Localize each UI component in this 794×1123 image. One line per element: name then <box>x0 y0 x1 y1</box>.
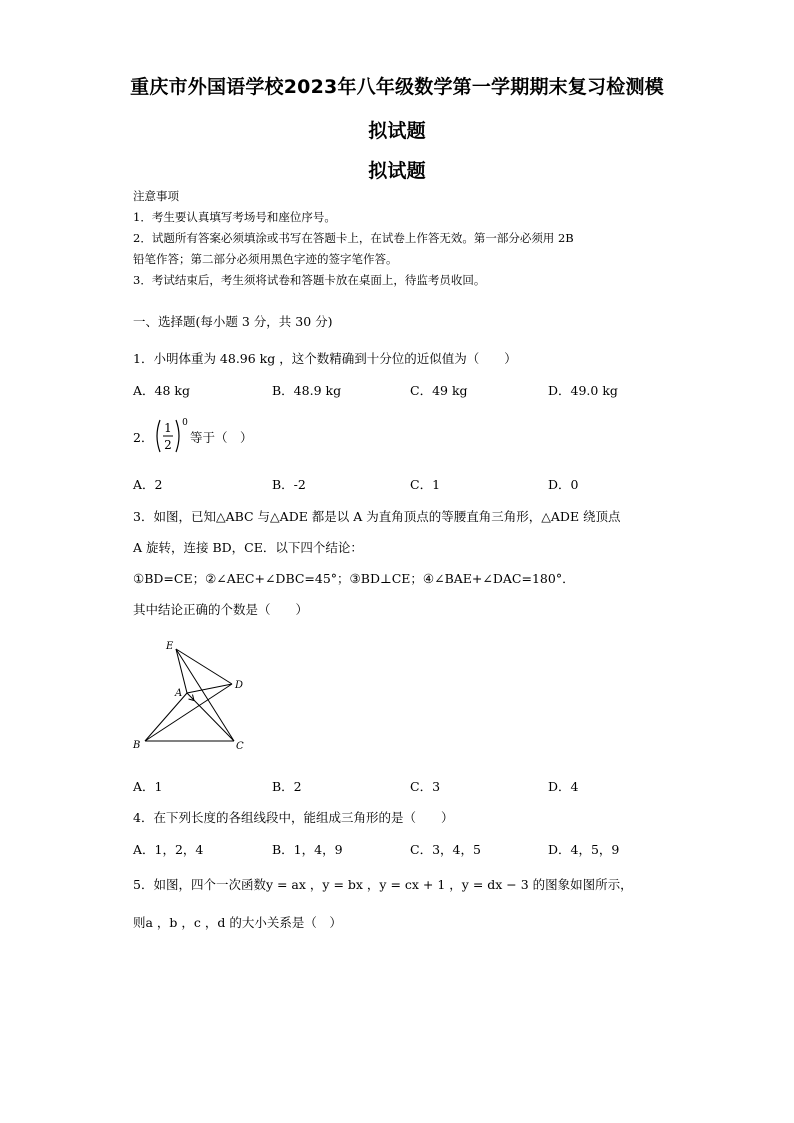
question-5-line1: 5．如图，四个一次函数y = ax ，y = bx ，y = cx + 1 ，y = dx − 3 的图象如图所示， <box>133 877 633 892</box>
question-5-line2: 则a ，b ，c ，d 的大小关系是（ ） <box>133 915 342 930</box>
q4-option-b: B．1，4，9 <box>272 842 343 857</box>
question-1-stem: 1．小明体重为 48.96 kg ，这个数精确到十分位的近似值为（ ） <box>133 351 517 366</box>
q2-option-b: B．-2 <box>272 477 306 492</box>
fraction-power-expression <box>152 416 192 456</box>
question-4-stem: 4．在下列长度的各组线段中，能组成三角形的是（ ） <box>133 810 454 825</box>
q3-option-a: A．1 <box>133 779 163 794</box>
label-b: B <box>133 740 141 751</box>
q3-option-d: D．4 <box>548 779 579 794</box>
q1-option-d: D．49.0 kg <box>548 383 618 398</box>
segment-ed <box>176 649 232 684</box>
question-2-suffix: 等于（ ） <box>190 430 253 445</box>
q4-option-a: A．1，2，4 <box>133 842 204 857</box>
page-subtitle: 拟试题 <box>368 160 426 182</box>
q2-option-c: C．1 <box>410 477 441 492</box>
notes-item: 3．考试结束后，考生须将试卷和答题卡放在桌面上，待监考员收回。 <box>133 273 486 287</box>
question-3-line1: 3．如图，已知△ABC 与△ADE 都是以 A 为直角顶点的等腰直角三角形，△ADE 绕顶点 <box>133 509 621 524</box>
q2-option-d: D．0 <box>548 477 579 492</box>
section-heading: 一、选择题(每小题 3 分，共 30 分) <box>133 314 333 329</box>
label-e: E <box>166 641 174 652</box>
question-3-conclusions: ①BD=CE；②∠AEC+∠DBC=45°；③BD⊥CE；④∠BAE+∠DAC=180°． <box>133 571 575 586</box>
label-a: A <box>175 688 183 699</box>
q1-option-b: B．48.9 kg <box>272 383 342 398</box>
q4-option-d: D．4，5，9 <box>548 842 620 857</box>
q1-option-c: C．49 kg <box>410 383 468 398</box>
q3-option-b: B．2 <box>272 779 302 794</box>
segment-ab <box>145 693 187 741</box>
fraction-numerator: 1 <box>164 421 172 435</box>
page-title-continued: 拟试题 <box>368 120 426 142</box>
notes-heading: 注意事项 <box>133 189 179 203</box>
question-2-number: 2． <box>133 430 154 445</box>
question-3-prompt: 其中结论正确的个数是（ ） <box>133 602 309 617</box>
notes-item: 2．试题所有答案必须填涂或书写在答题卡上，在试卷上作答无效。第一部分必须用 2B <box>133 231 574 245</box>
q2-option-a: A．2 <box>133 477 163 492</box>
label-c: C <box>236 741 244 752</box>
question-3-line2: A 旋转，连接 BD，CE．以下四个结论： <box>133 540 363 555</box>
q1-option-a: A．48 kg <box>133 383 190 398</box>
fraction-denominator: 2 <box>164 438 172 452</box>
segment-ae <box>176 649 187 693</box>
page-title: 重庆市外国语学校2023年八年级数学第一学期期末复习检测模 <box>130 76 664 98</box>
q3-option-c: C．3 <box>410 779 441 794</box>
triangle-figure <box>128 636 258 756</box>
q4-option-c: C．3，4，5 <box>410 842 481 857</box>
label-d: D <box>235 680 244 691</box>
notes-item: 1．考生要认真填写考场号和座位序号。 <box>133 210 336 224</box>
exponent: 0 <box>182 418 188 428</box>
notes-item: 铅笔作答；第二部分必须用黑色字迹的签字笔作答。 <box>133 252 398 266</box>
